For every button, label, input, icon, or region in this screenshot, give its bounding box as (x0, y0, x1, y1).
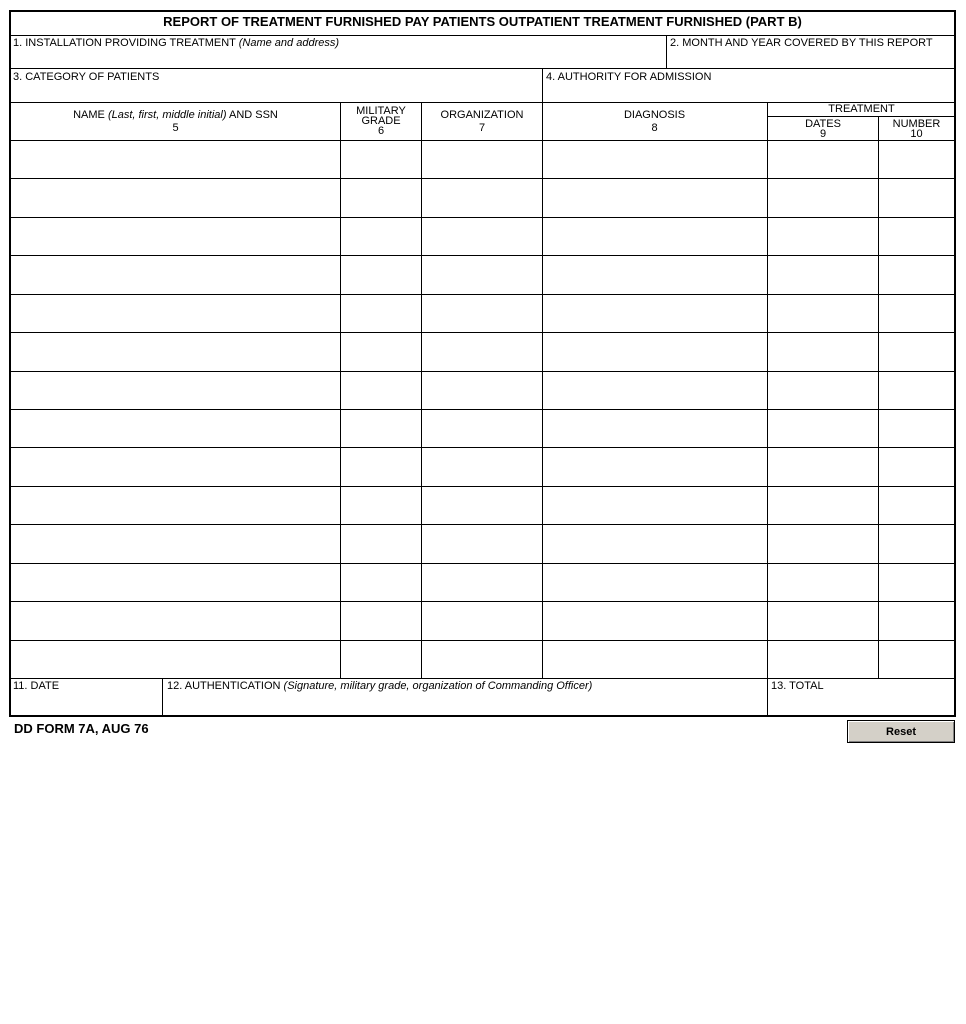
organization-cell[interactable] (422, 372, 542, 409)
name-ssn-cell[interactable] (11, 564, 340, 601)
military-grade-cell[interactable] (341, 448, 421, 486)
number-column-number: 10 (910, 128, 923, 140)
organization-cell[interactable] (422, 333, 542, 371)
treatment-number-cell[interactable] (879, 141, 955, 178)
military-grade-cell[interactable] (341, 487, 421, 524)
category-field[interactable] (11, 84, 541, 101)
organization-cell[interactable] (422, 179, 542, 217)
treatment-dates-cell[interactable] (768, 179, 878, 217)
organization-cell[interactable] (422, 641, 542, 678)
organization-cell[interactable] (422, 141, 542, 178)
form-title: REPORT OF TREATMENT FURNISHED PAY PATIENTS OUTPATIENT TREATMENT FURNISHED (PART B) (163, 14, 802, 29)
diagnosis-cell[interactable] (543, 602, 767, 640)
month-year-field[interactable] (668, 50, 954, 67)
diagnosis-cell[interactable] (543, 487, 767, 524)
military-grade-cell[interactable] (341, 333, 421, 371)
divider (666, 35, 667, 69)
divider (542, 68, 543, 103)
organization-cell[interactable] (422, 218, 542, 255)
divider (10, 35, 955, 36)
military-grade-cell[interactable] (341, 218, 421, 255)
name-column-number: 5 (172, 122, 179, 134)
treatment-dates-cell[interactable] (768, 410, 878, 447)
diagnosis-cell[interactable] (543, 641, 767, 678)
military-grade-cell[interactable] (341, 525, 421, 563)
treatment-number-cell[interactable] (879, 410, 955, 447)
military-grade-cell[interactable] (341, 141, 421, 178)
authority-label: 4. AUTHORITY FOR ADMISSION (546, 71, 712, 83)
treatment-dates-cell[interactable] (768, 525, 878, 563)
installation-label: 1. INSTALLATION PROVIDING TREATMENT (Name and address) (13, 37, 340, 49)
treatment-dates-cell[interactable] (768, 602, 878, 640)
military-grade-cell[interactable] (341, 256, 421, 294)
name-ssn-cell[interactable] (11, 372, 340, 409)
diagnosis-cell[interactable] (543, 179, 767, 217)
name-ssn-cell[interactable] (11, 333, 340, 371)
authority-field[interactable] (544, 84, 954, 101)
name-ssn-cell[interactable] (11, 602, 340, 640)
treatment-dates-cell[interactable] (768, 333, 878, 371)
name-ssn-cell[interactable] (11, 641, 340, 678)
treatment-dates-cell[interactable] (768, 641, 878, 678)
treatment-dates-cell[interactable] (768, 141, 878, 178)
divider (10, 68, 955, 69)
organization-column-number: 7 (478, 122, 486, 134)
military-grade-cell[interactable] (341, 410, 421, 447)
divider (768, 116, 955, 117)
treatment-number-cell[interactable] (879, 641, 955, 678)
month-year-label: 2. MONTH AND YEAR COVERED BY THIS REPORT (670, 37, 933, 49)
grade-column-number: 6 (377, 125, 385, 137)
installation-field[interactable] (11, 50, 665, 67)
dates-header: DATES (805, 118, 841, 130)
treatment-dates-cell[interactable] (768, 564, 878, 601)
diagnosis-cell[interactable] (543, 564, 767, 601)
name-ssn-cell[interactable] (11, 410, 340, 447)
military-grade-cell[interactable] (341, 179, 421, 217)
diagnosis-column-number: 8 (651, 122, 658, 134)
treatment-dates-cell[interactable] (768, 218, 878, 255)
treatment-dates-cell[interactable] (768, 256, 878, 294)
treatment-number-cell[interactable] (879, 487, 955, 524)
number-header: NUMBER (892, 118, 941, 130)
organization-cell[interactable] (422, 487, 542, 524)
treatment-dates-cell[interactable] (768, 372, 878, 409)
diagnosis-cell[interactable] (543, 410, 767, 447)
treatment-number-cell[interactable] (879, 564, 955, 601)
grade-header-line1: MILITARY (356, 105, 406, 117)
category-label: 3. CATEGORY OF PATIENTS (13, 71, 160, 83)
date-field[interactable] (11, 693, 161, 715)
name-header: NAME (Last, first, middle initial) AND SSN (73, 109, 278, 121)
treatment-number-cell[interactable] (879, 333, 955, 371)
treatment-dates-cell[interactable] (768, 295, 878, 332)
organization-cell[interactable] (422, 564, 542, 601)
organization-cell[interactable] (422, 525, 542, 563)
divider (10, 678, 955, 679)
military-grade-cell[interactable] (341, 602, 421, 640)
organization-cell[interactable] (422, 295, 542, 332)
diagnosis-cell[interactable] (543, 141, 767, 178)
treatment-number-cell[interactable] (879, 295, 955, 332)
name-ssn-cell[interactable] (11, 525, 340, 563)
organization-cell[interactable] (422, 602, 542, 640)
organization-cell[interactable] (422, 256, 542, 294)
diagnosis-cell[interactable] (543, 218, 767, 255)
diagnosis-cell[interactable] (543, 448, 767, 486)
authentication-label: 12. AUTHENTICATION (Signature, military grade, organization of Commanding Officer) (167, 680, 593, 692)
name-ssn-cell[interactable] (11, 218, 340, 255)
date-label: 11. DATE (13, 680, 60, 692)
military-grade-cell[interactable] (341, 295, 421, 332)
diagnosis-cell[interactable] (543, 525, 767, 563)
treatment-number-cell[interactable] (879, 218, 955, 255)
treatment-dates-cell[interactable] (768, 448, 878, 486)
organization-header: ORGANIZATION (440, 109, 524, 121)
diagnosis-cell[interactable] (543, 295, 767, 332)
dates-column-number: 9 (819, 128, 827, 140)
organization-cell[interactable] (422, 410, 542, 447)
diagnosis-cell[interactable] (543, 372, 767, 409)
treatment-header: TREATMENT (828, 103, 895, 115)
treatment-number-cell[interactable] (879, 448, 955, 486)
name-ssn-cell[interactable] (11, 295, 340, 332)
diagnosis-header: DIAGNOSIS (623, 109, 686, 121)
treatment-number-cell[interactable] (879, 525, 955, 563)
military-grade-cell[interactable] (341, 564, 421, 601)
treatment-dates-cell[interactable] (768, 487, 878, 524)
diagnosis-cell[interactable] (543, 333, 767, 371)
divider (10, 102, 955, 103)
divider (162, 678, 163, 716)
treatment-number-cell[interactable] (879, 179, 955, 217)
name-ssn-cell[interactable] (11, 448, 340, 486)
name-ssn-cell[interactable] (11, 487, 340, 524)
form-identifier: DD FORM 7A, AUG 76 (14, 721, 149, 736)
total-label: 13. TOTAL (771, 680, 824, 692)
organization-cell[interactable] (422, 448, 542, 486)
treatment-number-cell[interactable] (879, 256, 955, 294)
name-ssn-cell[interactable] (11, 179, 340, 217)
treatment-number-cell[interactable] (879, 372, 955, 409)
military-grade-cell[interactable] (341, 641, 421, 678)
authentication-field[interactable] (164, 693, 766, 715)
treatment-number-cell[interactable] (879, 602, 955, 640)
total-field[interactable] (769, 693, 954, 715)
military-grade-cell[interactable] (341, 372, 421, 409)
name-ssn-cell[interactable] (11, 141, 340, 178)
grade-header-line2: GRADE (361, 115, 401, 127)
name-ssn-cell[interactable] (11, 256, 340, 294)
reset-button[interactable]: Reset (847, 720, 955, 743)
diagnosis-cell[interactable] (543, 256, 767, 294)
